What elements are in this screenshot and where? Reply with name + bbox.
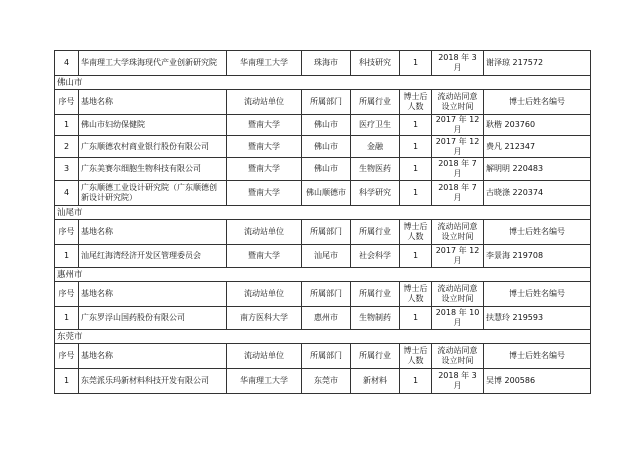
count-cell: 1 [400, 245, 432, 268]
time-cell: 2018 年 3 月 [432, 369, 484, 394]
header-names: 博士后姓名编号 [484, 220, 591, 245]
table-row [55, 115, 591, 136]
header-station: 流动站单位 [227, 220, 302, 245]
industry-cell: 新材料 [351, 369, 400, 394]
base-name-cell: 华南理工大学珠海现代产业创新研究院 [79, 51, 227, 76]
station-cell: 南方医科大学 [227, 307, 302, 330]
base-name-cell: 广东顺德农村商业银行股份有限公司 [79, 136, 227, 158]
header-industry: 所属行业 [351, 220, 400, 245]
names-cell: 谢泽琼 217572 [484, 51, 591, 76]
seq-cell: 1 [55, 115, 79, 136]
industry-cell: 科技研究 [351, 51, 400, 76]
header-dept: 所属部门 [302, 282, 351, 307]
postdoc-base-table [54, 50, 591, 394]
header-count: 博士后人数 [400, 344, 432, 369]
station-cell: 暨南大学 [227, 136, 302, 158]
industry-cell: 金融 [351, 136, 400, 158]
industry-cell: 医疗卫生 [351, 115, 400, 136]
names-cell: 解明明 220483 [484, 158, 591, 181]
table-row [55, 51, 591, 76]
header-industry: 所属行业 [351, 90, 400, 115]
seq-cell: 2 [55, 136, 79, 158]
section-row [55, 330, 591, 344]
time-cell: 2018 年 10 月 [432, 307, 484, 330]
header-dept: 所属部门 [302, 344, 351, 369]
count-cell: 1 [400, 158, 432, 181]
base-name-cell: 广东美赛尔细胞生物科技有限公司 [79, 158, 227, 181]
header-time: 流动站同意设立时间 [432, 90, 484, 115]
dept-cell: 珠海市 [302, 51, 351, 76]
count-cell: 1 [400, 307, 432, 330]
city-name: 佛山市 [55, 76, 591, 90]
station-cell: 暨南大学 [227, 181, 302, 206]
header-time: 流动站同意设立时间 [432, 220, 484, 245]
header-seq: 序号 [55, 344, 79, 369]
table-row [55, 245, 591, 268]
city-name: 东莞市 [55, 330, 591, 344]
header-row [55, 344, 591, 369]
header-station: 流动站单位 [227, 282, 302, 307]
header-industry: 所属行业 [351, 344, 400, 369]
time-cell: 2017 年 12 月 [432, 136, 484, 158]
section-row [55, 268, 591, 282]
header-industry: 所属行业 [351, 282, 400, 307]
industry-cell: 生物医药 [351, 158, 400, 181]
seq-cell: 4 [55, 51, 79, 76]
header-names: 博士后姓名编号 [484, 282, 591, 307]
dept-cell: 佛山顺德市 [302, 181, 351, 206]
header-time: 流动站同意设立时间 [432, 344, 484, 369]
count-cell: 1 [400, 51, 432, 76]
header-count: 博士后人数 [400, 282, 432, 307]
seq-cell: 3 [55, 158, 79, 181]
table-row [55, 136, 591, 158]
station-cell: 暨南大学 [227, 245, 302, 268]
city-name: 汕尾市 [55, 206, 591, 220]
header-seq: 序号 [55, 282, 79, 307]
header-dept: 所属部门 [302, 90, 351, 115]
seq-cell: 1 [55, 369, 79, 394]
table-row [55, 158, 591, 181]
header-row [55, 220, 591, 245]
section-row [55, 76, 591, 90]
dept-cell: 佛山市 [302, 158, 351, 181]
table-row [55, 369, 591, 394]
names-cell: 古晓涤 220374 [484, 181, 591, 206]
dept-cell: 汕尾市 [302, 245, 351, 268]
names-cell: 扶慧玲 219593 [484, 307, 591, 330]
time-cell: 2018 年 7 月 [432, 181, 484, 206]
count-cell: 1 [400, 136, 432, 158]
time-cell: 2017 年 12 月 [432, 115, 484, 136]
industry-cell: 社会科学 [351, 245, 400, 268]
section-row [55, 206, 591, 220]
count-cell: 1 [400, 115, 432, 136]
header-row [55, 90, 591, 115]
seq-cell: 1 [55, 245, 79, 268]
table-row [55, 181, 591, 206]
industry-cell: 科学研究 [351, 181, 400, 206]
count-cell: 1 [400, 369, 432, 394]
header-dept: 所属部门 [302, 220, 351, 245]
header-time: 流动站同意设立时间 [432, 282, 484, 307]
header-station: 流动站单位 [227, 344, 302, 369]
names-cell: 费凡 212347 [484, 136, 591, 158]
header-names: 博士后姓名编号 [484, 344, 591, 369]
seq-cell: 1 [55, 307, 79, 330]
header-base: 基地名称 [79, 344, 227, 369]
base-name-cell: 东莞派乐玛新材料科技开发有限公司 [79, 369, 227, 394]
names-cell: 李景海 219708 [484, 245, 591, 268]
header-row [55, 282, 591, 307]
base-name-cell: 广东罗浮山国药股份有限公司 [79, 307, 227, 330]
station-cell: 暨南大学 [227, 158, 302, 181]
base-name-cell: 汕尾红海湾经济开发区管理委员会 [79, 245, 227, 268]
dept-cell: 惠州市 [302, 307, 351, 330]
header-station: 流动站单位 [227, 90, 302, 115]
names-cell: 吴博 200586 [484, 369, 591, 394]
station-cell: 华南理工大学 [227, 51, 302, 76]
seq-cell: 4 [55, 181, 79, 206]
header-count: 博士后人数 [400, 90, 432, 115]
count-cell: 1 [400, 181, 432, 206]
time-cell: 2018 年 7 月 [432, 158, 484, 181]
time-cell: 2017 年 12 月 [432, 245, 484, 268]
station-cell: 华南理工大学 [227, 369, 302, 394]
names-cell: 耿楷 203760 [484, 115, 591, 136]
header-count: 博士后人数 [400, 220, 432, 245]
dept-cell: 佛山市 [302, 115, 351, 136]
table-row [55, 307, 591, 330]
dept-cell: 东莞市 [302, 369, 351, 394]
time-cell: 2018 年 3 月 [432, 51, 484, 76]
header-seq: 序号 [55, 220, 79, 245]
header-base: 基地名称 [79, 282, 227, 307]
industry-cell: 生物制药 [351, 307, 400, 330]
base-name-cell: 广东顺德工业设计研究院（广东顺德创新设计研究院） [79, 181, 227, 206]
header-names: 博士后姓名编号 [484, 90, 591, 115]
header-base: 基地名称 [79, 90, 227, 115]
station-cell: 暨南大学 [227, 115, 302, 136]
header-base: 基地名称 [79, 220, 227, 245]
base-name-cell: 佛山市妇幼保健院 [79, 115, 227, 136]
dept-cell: 佛山市 [302, 136, 351, 158]
header-seq: 序号 [55, 90, 79, 115]
city-name: 惠州市 [55, 268, 591, 282]
